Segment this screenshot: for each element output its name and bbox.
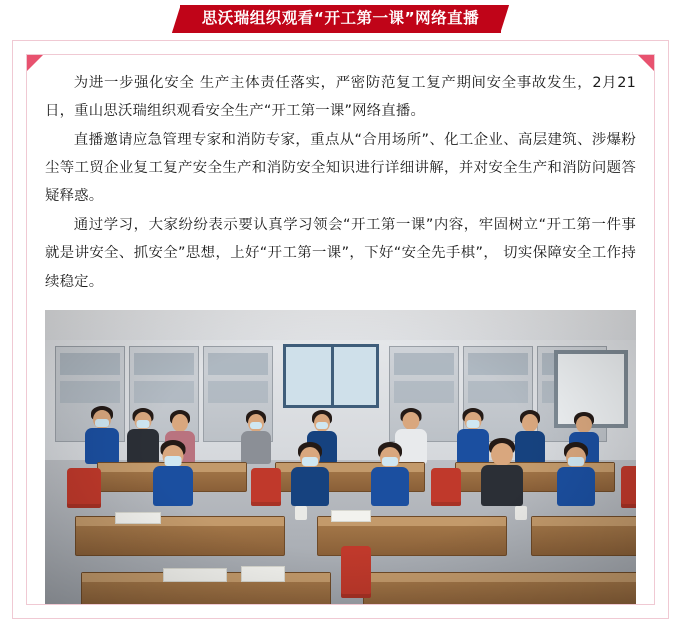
photo-figure bbox=[45, 310, 636, 605]
title-banner-wrap bbox=[0, 0, 681, 38]
corner-triangle-top-left-icon bbox=[27, 55, 43, 71]
outer-frame bbox=[12, 40, 669, 619]
inner-frame bbox=[26, 54, 655, 605]
corner-triangle-top-right-icon bbox=[638, 55, 654, 71]
paragraph-1: 为进一步强化安全 生产主体责任落实，严密防范复工复产期间安全事故发生，2月21日，重山思沃瑞组织观看安全生产“开工第一课”网络直播。 bbox=[45, 75, 636, 120]
article-body bbox=[45, 69, 636, 296]
paragraph-3: 通过学习，大家纷纷表示要认真学习领会“开工第一课”内容，牢固树立“开工第一件事就是讲安全、抓安全”思想，上好“开工第一课”，下好“安全先手棋”， 切实保障安全工作持续稳定。 bbox=[45, 217, 636, 290]
paragraph-2: 直播邀请应急管理专家和消防专家，重点从“合用场所”、化工企业、高层建筑、涉爆粉尘等工贸企业复工复产安全生产和消防安全知识进行详细讲解，并对安全生产和消防问题答疑释惑。 bbox=[45, 132, 636, 205]
photo-vignette bbox=[45, 310, 636, 605]
page-title: 思沃瑞组织观看“开工第一课”网络直播 bbox=[180, 5, 501, 34]
meeting-room-photo bbox=[45, 310, 636, 605]
